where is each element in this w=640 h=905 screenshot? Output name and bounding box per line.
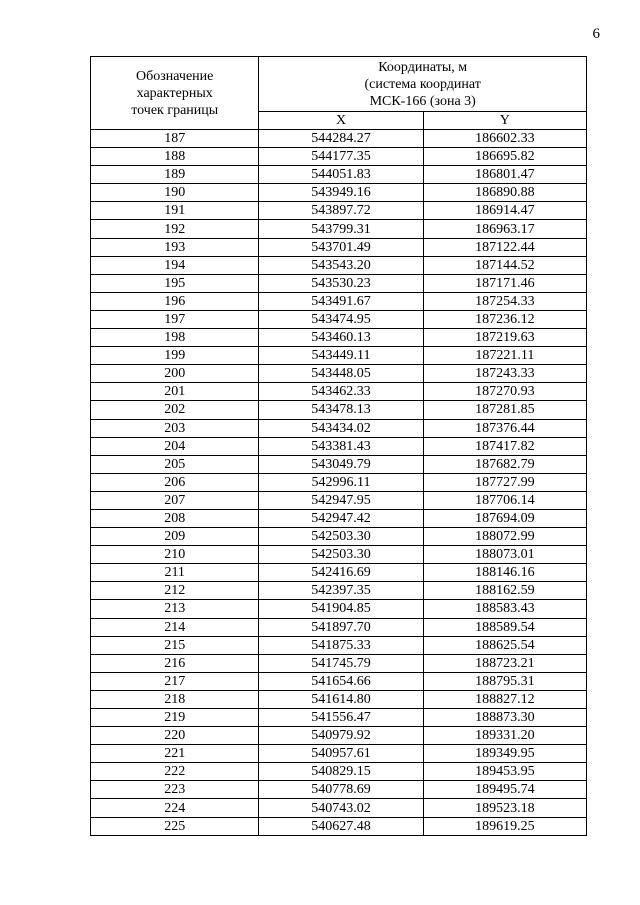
x-coordinate-cell: 541904.85 bbox=[259, 600, 423, 618]
point-id-cell: 191 bbox=[91, 202, 259, 220]
table-row bbox=[91, 763, 587, 781]
table-row bbox=[91, 727, 587, 745]
x-coordinate-cell: 541654.66 bbox=[259, 672, 423, 690]
x-coordinate-cell: 543491.67 bbox=[259, 292, 423, 310]
point-id-cell: 214 bbox=[91, 618, 259, 636]
x-coordinate-cell: 544284.27 bbox=[259, 130, 423, 148]
header-point-label bbox=[91, 57, 259, 130]
table-row bbox=[91, 274, 587, 292]
y-coordinate-cell: 188589.54 bbox=[423, 618, 586, 636]
x-coordinate-cell: 543049.79 bbox=[259, 455, 423, 473]
y-coordinate-cell: 187682.79 bbox=[423, 455, 586, 473]
x-coordinate-cell: 543897.72 bbox=[259, 202, 423, 220]
x-coordinate-cell: 543448.05 bbox=[259, 365, 423, 383]
x-coordinate-cell: 540957.61 bbox=[259, 745, 423, 763]
x-coordinate-cell: 540627.48 bbox=[259, 817, 423, 835]
x-coordinate-cell: 541897.70 bbox=[259, 618, 423, 636]
header-y: Y bbox=[423, 112, 586, 130]
table-row bbox=[91, 564, 587, 582]
x-coordinate-cell: 541556.47 bbox=[259, 709, 423, 727]
point-id-cell: 222 bbox=[91, 763, 259, 781]
point-id-cell: 192 bbox=[91, 220, 259, 238]
y-coordinate-cell: 188073.01 bbox=[423, 546, 586, 564]
x-coordinate-cell: 540829.15 bbox=[259, 763, 423, 781]
table-row bbox=[91, 202, 587, 220]
x-coordinate-cell: 542416.69 bbox=[259, 564, 423, 582]
y-coordinate-cell: 187236.12 bbox=[423, 310, 586, 328]
point-id-cell: 200 bbox=[91, 365, 259, 383]
point-id-cell: 197 bbox=[91, 310, 259, 328]
x-coordinate-cell: 542947.42 bbox=[259, 509, 423, 527]
x-coordinate-cell: 542503.30 bbox=[259, 528, 423, 546]
point-id-cell: 204 bbox=[91, 437, 259, 455]
x-coordinate-cell: 543543.20 bbox=[259, 256, 423, 274]
x-coordinate-cell: 543701.49 bbox=[259, 238, 423, 256]
table-row bbox=[91, 365, 587, 383]
point-id-cell: 207 bbox=[91, 491, 259, 509]
point-id-cell: 219 bbox=[91, 709, 259, 727]
table-row bbox=[91, 799, 587, 817]
point-id-cell: 223 bbox=[91, 781, 259, 799]
table-row bbox=[91, 329, 587, 347]
point-id-cell: 212 bbox=[91, 582, 259, 600]
y-coordinate-cell: 187219.63 bbox=[423, 329, 586, 347]
y-coordinate-cell: 186963.17 bbox=[423, 220, 586, 238]
header-point-label-line1: Обозначение bbox=[136, 68, 214, 84]
y-coordinate-cell: 187281.85 bbox=[423, 401, 586, 419]
point-id-cell: 199 bbox=[91, 347, 259, 365]
point-id-cell: 190 bbox=[91, 184, 259, 202]
point-id-cell: 215 bbox=[91, 636, 259, 654]
table-row bbox=[91, 419, 587, 437]
table-row bbox=[91, 148, 587, 166]
header-x: X bbox=[259, 112, 423, 130]
point-id-cell: 189 bbox=[91, 166, 259, 184]
table-row bbox=[91, 184, 587, 202]
point-id-cell: 195 bbox=[91, 274, 259, 292]
point-id-cell: 208 bbox=[91, 509, 259, 527]
x-coordinate-cell: 543478.13 bbox=[259, 401, 423, 419]
point-id-cell: 206 bbox=[91, 473, 259, 491]
x-coordinate-cell: 542947.95 bbox=[259, 491, 423, 509]
table-row bbox=[91, 600, 587, 618]
x-coordinate-cell: 542503.30 bbox=[259, 546, 423, 564]
point-id-cell: 196 bbox=[91, 292, 259, 310]
header-coordinates-line1: Координаты, м bbox=[378, 59, 468, 75]
y-coordinate-cell: 187417.82 bbox=[423, 437, 586, 455]
y-coordinate-cell: 188072.99 bbox=[423, 528, 586, 546]
table-row bbox=[91, 401, 587, 419]
y-coordinate-cell: 189453.95 bbox=[423, 763, 586, 781]
header-coordinates bbox=[259, 57, 587, 112]
point-id-cell: 193 bbox=[91, 238, 259, 256]
point-id-cell: 224 bbox=[91, 799, 259, 817]
table-row bbox=[91, 455, 587, 473]
x-coordinate-cell: 540778.69 bbox=[259, 781, 423, 799]
point-id-cell: 188 bbox=[91, 148, 259, 166]
point-id-cell: 221 bbox=[91, 745, 259, 763]
header-coordinates-line3: МСК-166 (зона 3) bbox=[369, 93, 476, 109]
point-id-cell: 216 bbox=[91, 654, 259, 672]
x-coordinate-cell: 543530.23 bbox=[259, 274, 423, 292]
y-coordinate-cell: 189331.20 bbox=[423, 727, 586, 745]
table-row bbox=[91, 166, 587, 184]
y-coordinate-cell: 188625.54 bbox=[423, 636, 586, 654]
x-coordinate-cell: 541614.80 bbox=[259, 690, 423, 708]
table-row bbox=[91, 310, 587, 328]
point-id-cell: 202 bbox=[91, 401, 259, 419]
table-row bbox=[91, 618, 587, 636]
x-coordinate-cell: 543949.16 bbox=[259, 184, 423, 202]
y-coordinate-cell: 187144.52 bbox=[423, 256, 586, 274]
point-id-cell: 211 bbox=[91, 564, 259, 582]
x-coordinate-cell: 543434.02 bbox=[259, 419, 423, 437]
table-row bbox=[91, 383, 587, 401]
header-point-label-line3: точек границы bbox=[131, 102, 219, 118]
point-id-cell: 210 bbox=[91, 546, 259, 564]
point-id-cell: 225 bbox=[91, 817, 259, 835]
point-id-cell: 213 bbox=[91, 600, 259, 618]
y-coordinate-cell: 186602.33 bbox=[423, 130, 586, 148]
y-coordinate-cell: 189349.95 bbox=[423, 745, 586, 763]
point-id-cell: 198 bbox=[91, 329, 259, 347]
header-point-label-line2: характерных bbox=[136, 85, 213, 101]
x-coordinate-cell: 543462.33 bbox=[259, 383, 423, 401]
x-coordinate-cell: 541875.33 bbox=[259, 636, 423, 654]
x-coordinate-cell: 543381.43 bbox=[259, 437, 423, 455]
table-row bbox=[91, 238, 587, 256]
table-row bbox=[91, 672, 587, 690]
y-coordinate-cell: 187727.99 bbox=[423, 473, 586, 491]
x-coordinate-cell: 542996.11 bbox=[259, 473, 423, 491]
y-coordinate-cell: 187122.44 bbox=[423, 238, 586, 256]
table-row bbox=[91, 220, 587, 238]
table-body bbox=[91, 130, 587, 836]
point-id-cell: 194 bbox=[91, 256, 259, 274]
x-coordinate-cell: 543799.31 bbox=[259, 220, 423, 238]
y-coordinate-cell: 188795.31 bbox=[423, 672, 586, 690]
point-id-cell: 203 bbox=[91, 419, 259, 437]
y-coordinate-cell: 188723.21 bbox=[423, 654, 586, 672]
point-id-cell: 217 bbox=[91, 672, 259, 690]
table-row bbox=[91, 582, 587, 600]
y-coordinate-cell: 187243.33 bbox=[423, 365, 586, 383]
y-coordinate-cell: 187706.14 bbox=[423, 491, 586, 509]
y-coordinate-cell: 187694.09 bbox=[423, 509, 586, 527]
y-coordinate-cell: 188873.30 bbox=[423, 709, 586, 727]
x-coordinate-cell: 543474.95 bbox=[259, 310, 423, 328]
table-row bbox=[91, 292, 587, 310]
point-id-cell: 205 bbox=[91, 455, 259, 473]
coordinates-table bbox=[90, 56, 587, 836]
table-row bbox=[91, 473, 587, 491]
table-row bbox=[91, 491, 587, 509]
point-id-cell: 187 bbox=[91, 130, 259, 148]
y-coordinate-cell: 188583.43 bbox=[423, 600, 586, 618]
table-row bbox=[91, 690, 587, 708]
table-row bbox=[91, 256, 587, 274]
table-row bbox=[91, 781, 587, 799]
x-coordinate-cell: 544051.83 bbox=[259, 166, 423, 184]
x-coordinate-cell: 543460.13 bbox=[259, 329, 423, 347]
x-coordinate-cell: 541745.79 bbox=[259, 654, 423, 672]
x-coordinate-cell: 544177.35 bbox=[259, 148, 423, 166]
table-row bbox=[91, 636, 587, 654]
point-id-cell: 218 bbox=[91, 690, 259, 708]
table-row bbox=[91, 709, 587, 727]
y-coordinate-cell: 188827.12 bbox=[423, 690, 586, 708]
y-coordinate-cell: 189495.74 bbox=[423, 781, 586, 799]
y-coordinate-cell: 187254.33 bbox=[423, 292, 586, 310]
table-row bbox=[91, 546, 587, 564]
x-coordinate-cell: 540743.02 bbox=[259, 799, 423, 817]
y-coordinate-cell: 186890.88 bbox=[423, 184, 586, 202]
y-coordinate-cell: 186801.47 bbox=[423, 166, 586, 184]
table-row bbox=[91, 347, 587, 365]
y-coordinate-cell: 189619.25 bbox=[423, 817, 586, 835]
table-row bbox=[91, 130, 587, 148]
table-row bbox=[91, 654, 587, 672]
header-coordinates-line2: (система координат bbox=[364, 76, 481, 92]
x-coordinate-cell: 543449.11 bbox=[259, 347, 423, 365]
y-coordinate-cell: 189523.18 bbox=[423, 799, 586, 817]
point-id-cell: 209 bbox=[91, 528, 259, 546]
x-coordinate-cell: 540979.92 bbox=[259, 727, 423, 745]
page-number: 6 bbox=[592, 26, 600, 42]
y-coordinate-cell: 187270.93 bbox=[423, 383, 586, 401]
table-row bbox=[91, 745, 587, 763]
table-row bbox=[91, 528, 587, 546]
y-coordinate-cell: 187376.44 bbox=[423, 419, 586, 437]
y-coordinate-cell: 188146.16 bbox=[423, 564, 586, 582]
y-coordinate-cell: 186695.82 bbox=[423, 148, 586, 166]
table-row bbox=[91, 437, 587, 455]
table-row bbox=[91, 817, 587, 835]
y-coordinate-cell: 187171.46 bbox=[423, 274, 586, 292]
y-coordinate-cell: 186914.47 bbox=[423, 202, 586, 220]
point-id-cell: 201 bbox=[91, 383, 259, 401]
y-coordinate-cell: 188162.59 bbox=[423, 582, 586, 600]
point-id-cell: 220 bbox=[91, 727, 259, 745]
x-coordinate-cell: 542397.35 bbox=[259, 582, 423, 600]
y-coordinate-cell: 187221.11 bbox=[423, 347, 586, 365]
table-row bbox=[91, 509, 587, 527]
